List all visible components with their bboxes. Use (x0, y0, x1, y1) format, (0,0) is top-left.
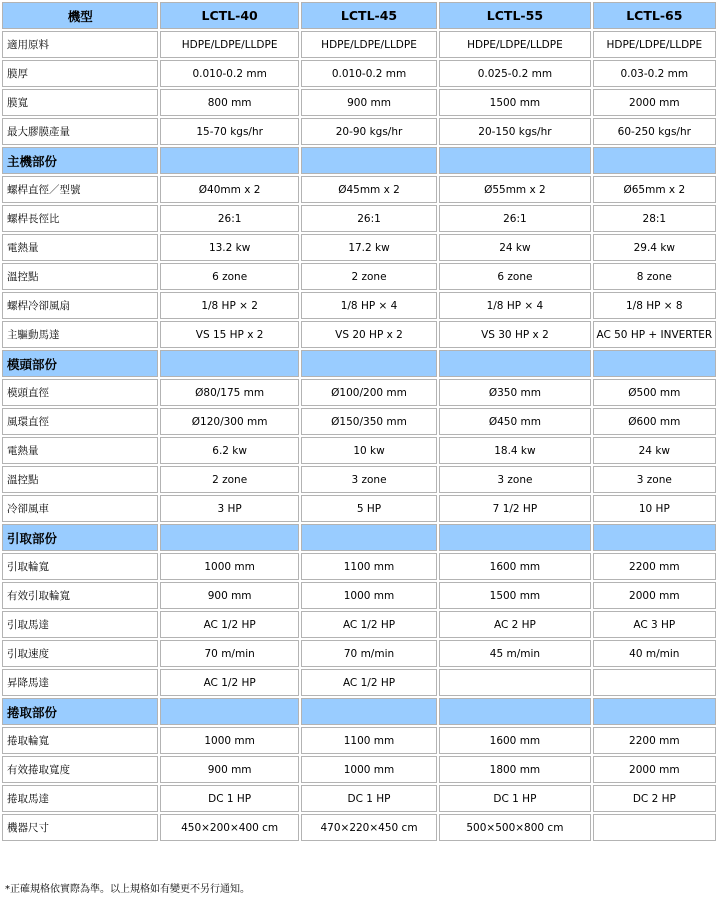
spec-label: 引取輪寬 (2, 553, 158, 580)
spec-label: 溫控點 (2, 466, 158, 493)
spec-value: 1000 mm (301, 582, 437, 609)
section-title: 模頭部份 (2, 350, 158, 377)
spec-value: 2 zone (301, 263, 437, 290)
spec-label: 機器尺寸 (2, 814, 158, 841)
spec-value: VS 30 HP x 2 (439, 321, 590, 348)
spec-value: 2 zone (160, 466, 298, 493)
section-spacer-cell (301, 350, 437, 377)
spec-value: Ø350 mm (439, 379, 590, 406)
spec-value: Ø45mm x 2 (301, 176, 437, 203)
section-header-row (2, 524, 716, 551)
table-row (2, 466, 716, 493)
spec-value: 2200 mm (593, 553, 716, 580)
spec-value: 2000 mm (593, 89, 716, 116)
header-model: LCTL-55 (439, 2, 590, 29)
spec-value: 6 zone (439, 263, 590, 290)
spec-value: Ø80/175 mm (160, 379, 298, 406)
spec-label: 捲取馬達 (2, 785, 158, 812)
section-spacer-cell (593, 350, 716, 377)
spec-value: 0.010-0.2 mm (160, 60, 298, 87)
spec-label: 引取速度 (2, 640, 158, 667)
spec-label: 螺桿冷卻風扇 (2, 292, 158, 319)
table-row (2, 640, 716, 667)
spec-value: Ø100/200 mm (301, 379, 437, 406)
spec-value: AC 1/2 HP (301, 611, 437, 638)
spec-value: 1/8 HP × 8 (593, 292, 716, 319)
spec-value: 0.010-0.2 mm (301, 60, 437, 87)
table-row (2, 669, 716, 696)
spec-value (593, 669, 716, 696)
section-spacer-cell (593, 147, 716, 174)
spec-value: 18.4 kw (439, 437, 590, 464)
spec-value: 1000 mm (160, 727, 298, 754)
spec-value: 40 m/min (593, 640, 716, 667)
spec-value: 70 m/min (160, 640, 298, 667)
spec-value: Ø150/350 mm (301, 408, 437, 435)
spec-value: 13.2 kw (160, 234, 298, 261)
spec-value: HDPE/LDPE/LLDPE (439, 31, 590, 58)
section-spacer-cell (439, 147, 590, 174)
spec-value: 10 HP (593, 495, 716, 522)
spec-value: 1000 mm (160, 553, 298, 580)
table-row (2, 60, 716, 87)
table-row (2, 814, 716, 841)
table-row (2, 321, 716, 348)
spec-label: 昇降馬達 (2, 669, 158, 696)
spec-value: Ø600 mm (593, 408, 716, 435)
spec-value (593, 814, 716, 841)
spec-value: 15-70 kgs/hr (160, 118, 298, 145)
table-row (2, 379, 716, 406)
spec-value: HDPE/LDPE/LLDPE (301, 31, 437, 58)
spec-label: 風環直徑 (2, 408, 158, 435)
spec-value: 1500 mm (439, 582, 590, 609)
table-row (2, 553, 716, 580)
spec-value: 8 zone (593, 263, 716, 290)
spec-label: 膜寬 (2, 89, 158, 116)
spec-value: 1000 mm (301, 756, 437, 783)
table-row (2, 292, 716, 319)
spec-value: HDPE/LDPE/LLDPE (160, 31, 298, 58)
section-header-row (2, 698, 716, 725)
spec-value: 900 mm (160, 582, 298, 609)
spec-label: 最大膠膜產量 (2, 118, 158, 145)
spec-label: 捲取輪寬 (2, 727, 158, 754)
section-spacer-cell (439, 524, 590, 551)
section-spacer-cell (160, 147, 298, 174)
spec-value: 450×200×400 cm (160, 814, 298, 841)
table-row (2, 785, 716, 812)
spec-value: AC 50 HP + INVERTER (593, 321, 716, 348)
spec-value: 26:1 (439, 205, 590, 232)
section-spacer-cell (160, 698, 298, 725)
spec-label: 有效捲取寬度 (2, 756, 158, 783)
spec-value: Ø500 mm (593, 379, 716, 406)
spec-value: 1600 mm (439, 727, 590, 754)
section-spacer-cell (301, 524, 437, 551)
section-spacer-cell (160, 350, 298, 377)
spec-value: Ø120/300 mm (160, 408, 298, 435)
table-row (2, 408, 716, 435)
spec-value: HDPE/LDPE/LLDPE (593, 31, 716, 58)
table-row (2, 727, 716, 754)
spec-value: 17.2 kw (301, 234, 437, 261)
spec-value: 1800 mm (439, 756, 590, 783)
spec-value: 6.2 kw (160, 437, 298, 464)
spec-value: AC 1/2 HP (160, 669, 298, 696)
spec-label: 主驅動馬達 (2, 321, 158, 348)
spec-value: 20-150 kgs/hr (439, 118, 590, 145)
spec-label: 電熱量 (2, 437, 158, 464)
section-spacer-cell (439, 698, 590, 725)
spec-value: 3 zone (439, 466, 590, 493)
spec-value: 1100 mm (301, 727, 437, 754)
spec-value: 3 zone (593, 466, 716, 493)
section-title: 捲取部份 (2, 698, 158, 725)
spec-value: Ø55mm x 2 (439, 176, 590, 203)
spec-value: 2000 mm (593, 582, 716, 609)
spec-value: 5 HP (301, 495, 437, 522)
spec-value: 1100 mm (301, 553, 437, 580)
spec-value: 0.03-0.2 mm (593, 60, 716, 87)
section-spacer-cell (439, 350, 590, 377)
spec-value: AC 1/2 HP (301, 669, 437, 696)
spec-value: 3 zone (301, 466, 437, 493)
section-title: 主機部份 (2, 147, 158, 174)
spec-value: 24 kw (439, 234, 590, 261)
spec-value: 60-250 kgs/hr (593, 118, 716, 145)
table-row (2, 118, 716, 145)
section-header-row (2, 350, 716, 377)
table-row (2, 89, 716, 116)
spec-value: 2200 mm (593, 727, 716, 754)
spec-value: 6 zone (160, 263, 298, 290)
spec-value: 20-90 kgs/hr (301, 118, 437, 145)
spec-value: 26:1 (160, 205, 298, 232)
spec-value: DC 1 HP (301, 785, 437, 812)
section-spacer-cell (593, 524, 716, 551)
footnote: *正確規格依實際為準。以上規格如有變更不另行通知。 (5, 884, 250, 895)
spec-value: 45 m/min (439, 640, 590, 667)
spec-value: 900 mm (301, 89, 437, 116)
table-row (2, 437, 716, 464)
section-header-row (2, 147, 716, 174)
spec-value: 7 1/2 HP (439, 495, 590, 522)
spec-value: 1/8 HP × 4 (301, 292, 437, 319)
table-row (2, 176, 716, 203)
table-row (2, 205, 716, 232)
spec-table-body (2, 2, 716, 841)
spec-label: 螺桿長徑比 (2, 205, 158, 232)
spec-value: 26:1 (301, 205, 437, 232)
table-row (2, 31, 716, 58)
spec-value: Ø65mm x 2 (593, 176, 716, 203)
spec-value: 29.4 kw (593, 234, 716, 261)
spec-value: 28:1 (593, 205, 716, 232)
section-spacer-cell (301, 147, 437, 174)
spec-value: 1/8 HP × 2 (160, 292, 298, 319)
table-row (2, 495, 716, 522)
spec-value: 1500 mm (439, 89, 590, 116)
spec-label: 螺桿直徑／型號 (2, 176, 158, 203)
spec-label: 有效引取輪寬 (2, 582, 158, 609)
spec-label: 冷卻風車 (2, 495, 158, 522)
spec-value: AC 2 HP (439, 611, 590, 638)
header-label: 機型 (2, 2, 158, 29)
spec-label: 電熱量 (2, 234, 158, 261)
spec-value: AC 3 HP (593, 611, 716, 638)
spec-value: 900 mm (160, 756, 298, 783)
spec-value (439, 669, 590, 696)
spec-value: DC 1 HP (439, 785, 590, 812)
spec-value: Ø40mm x 2 (160, 176, 298, 203)
spec-value: VS 15 HP x 2 (160, 321, 298, 348)
section-spacer-cell (593, 698, 716, 725)
table-header-row (2, 2, 716, 29)
table-row (2, 756, 716, 783)
table-row (2, 582, 716, 609)
spec-value: 1/8 HP × 4 (439, 292, 590, 319)
spec-value: 3 HP (160, 495, 298, 522)
spec-value: 10 kw (301, 437, 437, 464)
section-spacer-cell (301, 698, 437, 725)
header-model: LCTL-45 (301, 2, 437, 29)
spec-value: 24 kw (593, 437, 716, 464)
spec-value: VS 20 HP x 2 (301, 321, 437, 348)
section-spacer-cell (160, 524, 298, 551)
spec-value: 800 mm (160, 89, 298, 116)
spec-label: 溫控點 (2, 263, 158, 290)
spec-label: 引取馬達 (2, 611, 158, 638)
spec-value: 0.025-0.2 mm (439, 60, 590, 87)
table-row (2, 611, 716, 638)
spec-value: DC 2 HP (593, 785, 716, 812)
header-model: LCTL-65 (593, 2, 716, 29)
table-row (2, 263, 716, 290)
spec-label: 適用原料 (2, 31, 158, 58)
spec-value: 2000 mm (593, 756, 716, 783)
spec-value: 1600 mm (439, 553, 590, 580)
spec-value: 70 m/min (301, 640, 437, 667)
table-row (2, 234, 716, 261)
spec-value: 500×500×800 cm (439, 814, 590, 841)
spec-value: 470×220×450 cm (301, 814, 437, 841)
spec-value: Ø450 mm (439, 408, 590, 435)
spec-value: AC 1/2 HP (160, 611, 298, 638)
header-model: LCTL-40 (160, 2, 298, 29)
spec-label: 膜厚 (2, 60, 158, 87)
spec-label: 模頭直徑 (2, 379, 158, 406)
spec-value: DC 1 HP (160, 785, 298, 812)
section-title: 引取部份 (2, 524, 158, 551)
